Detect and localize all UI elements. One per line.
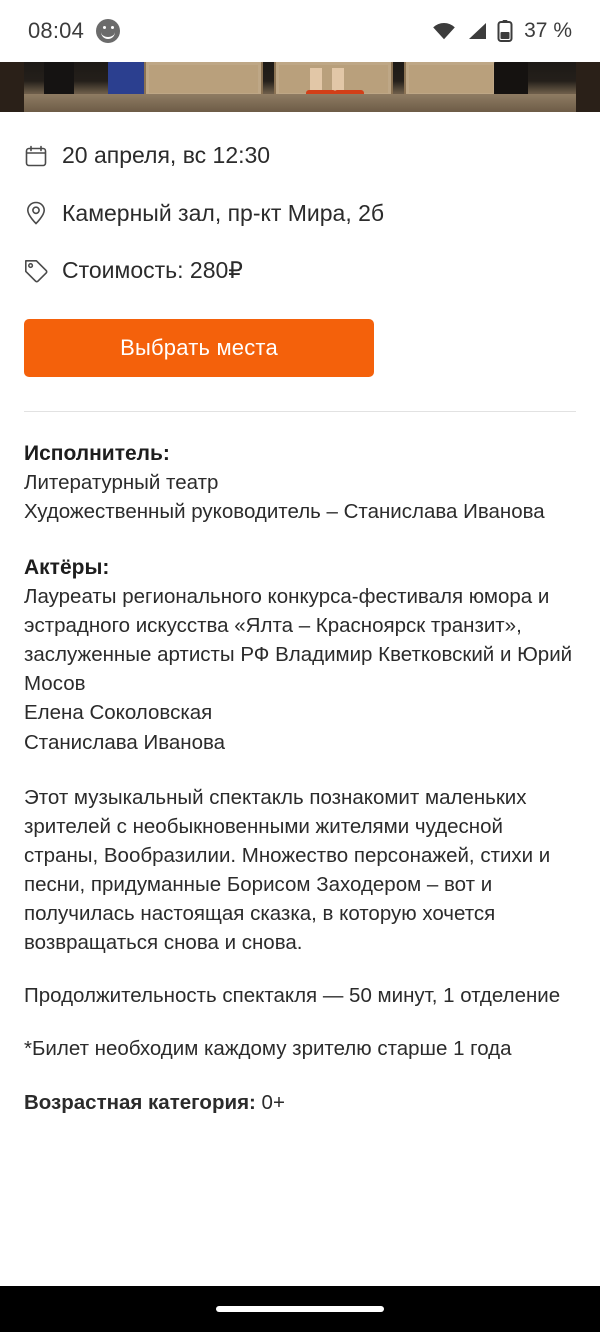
cellular-signal-icon [466,21,488,41]
age-category-row [24,1088,576,1117]
select-seats-button[interactable]: Выбрать места [24,319,374,377]
ticket-note: *Билет необходим каждому зрителю старше 1 года [24,1037,512,1061]
age-category-label: Возрастная категория: [24,1090,256,1114]
event-hero-image [0,62,600,112]
status-bar-right [431,19,572,43]
wifi-icon [431,21,457,41]
status-bar-left [28,18,120,44]
system-navigation-bar [0,1286,600,1332]
status-bar [0,0,600,62]
performer-section [24,442,576,526]
actors-extra-2: Станислава Иванова [24,730,226,754]
location-pin-icon [24,201,48,225]
event-price: Стоимость: 280₽ [62,257,243,284]
age-category-value: 0+ [255,1090,285,1114]
smiley-face-icon [96,19,120,43]
cta-container [24,319,576,377]
actors-title: Актёры: [24,556,110,579]
event-place-row [24,200,576,228]
event-date: 20 апреля, вс 12:30 [62,142,271,168]
price-tag-icon [24,259,48,283]
event-details-content [0,142,600,1173]
event-place: Камерный зал, пр-кт Мира, 2б [62,199,385,226]
home-indicator[interactable] [216,1306,384,1312]
battery-percentage: 37 % [524,19,572,42]
event-duration: Продолжительность спектакля — 50 минут, 1 отделение [24,984,561,1008]
actors-text: Лауреаты регионального конкурса-фестиваля юмора и эстрадного искусства «Ялта – Красноярск транзит», заслуженные артисты РФ Владимир Кветковский и Юрий Мосов [24,585,573,696]
actors-extra-1: Елена Соколовская [24,701,213,725]
calendar-icon [24,144,48,168]
performer-line-1: Литературный театр [24,470,219,494]
performer-line-2: Художественный руководитель – Станислава Иванова [24,499,545,523]
event-description: Этот музыкальный спектакль познакомит маленьких зрителей с необыкновенными жителями чудесной страны, Вообразилии. Множество персонажей, стихи и песни, придуманные Борисом Заходером – вот и получилась настоящая сказка, в которую хочется возвращаться снова и снова. [24,785,551,955]
event-date-row [24,142,576,170]
battery-icon [497,19,513,43]
performer-title: Исполнитель: [24,441,170,465]
section-divider [24,411,576,412]
status-time: 08:04 [28,18,85,43]
actors-section [24,556,576,757]
event-price-row [24,257,576,285]
